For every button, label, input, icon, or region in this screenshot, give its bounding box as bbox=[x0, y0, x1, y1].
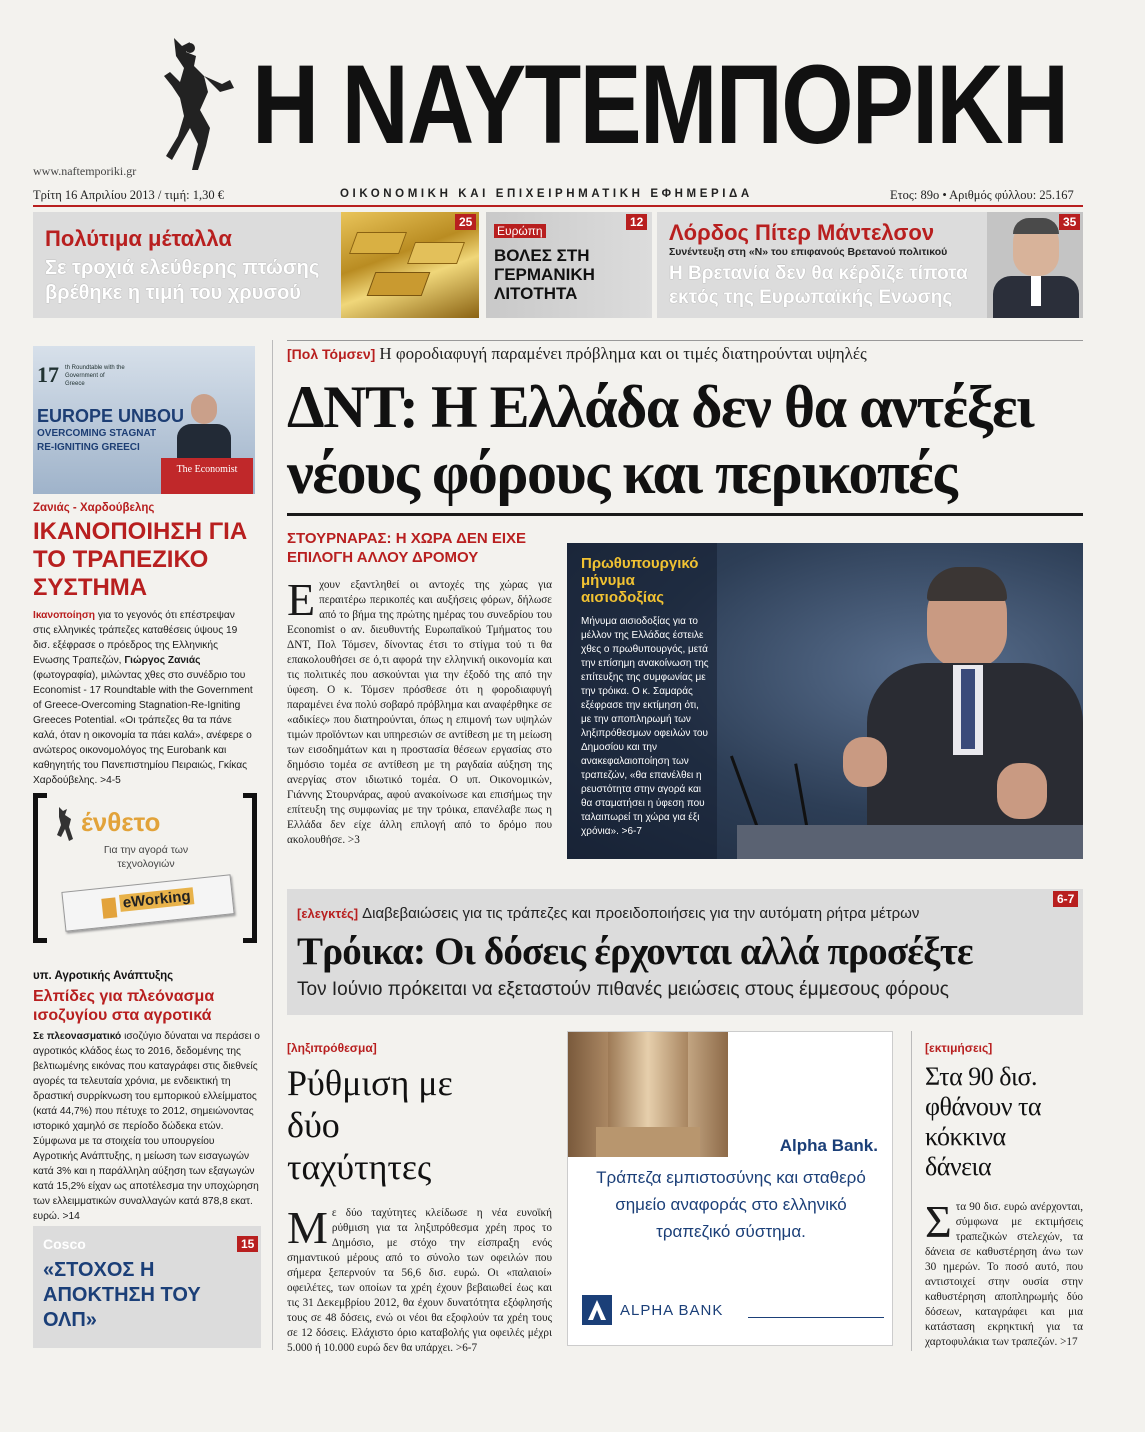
lead-kicker bbox=[287, 344, 1083, 364]
cosco-text: «ΣΤΟΧΟΣ Η ΑΠΟΚΤΗΣΗ ΤΟΥ ΟΛΠ» bbox=[43, 1259, 201, 1331]
troika-kicker-tag: [ελεγκτές] bbox=[297, 906, 359, 921]
lead-headline-1: ΔΝΤ: Η Ελλάδα δεν θα αντέξει bbox=[287, 374, 1034, 440]
column-divider-left bbox=[272, 340, 273, 1350]
website-link[interactable]: www.naftemporiki.gr bbox=[33, 164, 137, 178]
lead-headline-2: νέους φόρους και περικοπές bbox=[287, 440, 957, 506]
bracket-right bbox=[243, 793, 257, 943]
entheto-box[interactable] bbox=[33, 793, 261, 945]
banks-text-b: (φωτογραφία), μιλώντας χθες στο συνέδριο του Economist - 17 Roundtable with the Government of Greece-Overcoming Stagnation-Re-Igniting Greeces Potential. «Οι τράπεζες θα τα πάνε καλά, όταν η οικονομία τα πάει καλά», ανέφερε ο ανώτερος οικονομολόγος της Eurobank και καθηγητής του Πανεπιστημίου Πειραιώς, Γκίκας Χαρδούβελης. >4-5 bbox=[33, 670, 253, 786]
conf-line2: OVERCOMING STAGNAT bbox=[37, 428, 157, 439]
arrears-dropcap: Μ bbox=[287, 1202, 328, 1253]
photo-box-text: Μήνυμα αισιοδοξίας για το μέλλον της Ελλάδας έστειλε χθες ο πρωθυπουργός, μετά την επίσημη ανακοίνωση της επίτευξης της συμφωνίας με την τρόικα. Ο κ. Σαμαράς εξέφρασε την εκτίμηση ότι, με την αποπληρωμή των ληξιπρόθεσμων οφειλών του Δημοσίου και την ανακεφαλαιοποίηση των τραπεζών, «θα επανέλθει η ρευστότητα στην αγορά και θα σταματήσει η ύφεση που ταλαιπωρεί τη χώρα για έξι χρόνια». >6-7 bbox=[581, 616, 709, 837]
troika-headline: Τρόικα: Οι δόσεις έρχονται αλλά προσέξτε bbox=[297, 930, 973, 973]
banks-text bbox=[33, 608, 255, 788]
arrears-kicker: [ληξιπρόθεσμα] bbox=[287, 1041, 377, 1055]
teaser-mandelson-text: Η Βρετανία δεν θα κέρδιζε τίποτα εκτός της Ευρωπαϊκής Ενωσης bbox=[669, 263, 968, 308]
eworking-magazine bbox=[61, 874, 234, 932]
alpha-bank-ad[interactable] bbox=[567, 1031, 893, 1346]
troika-kicker bbox=[297, 905, 919, 923]
banks-text-a: για το γεγονός ότι επέστρεψαν στις ελληνικές τράπεζες καταθέσεις ύψους 19 δισ. εξέφρασε ο πρόεδρος της Ελληνικής Ενωσης Τραπεζών, bbox=[33, 610, 238, 666]
lead-top-rule bbox=[287, 340, 1083, 341]
conf-line1: EUROPE UNBOU bbox=[37, 406, 185, 426]
teaser-metals[interactable] bbox=[33, 212, 479, 318]
bracket-left bbox=[33, 793, 47, 943]
lead-kicker-tag: [Πολ Τόμσεν] bbox=[287, 346, 376, 362]
arrears-headline: Ρύθμιση με δύο ταχύτητες bbox=[287, 1063, 453, 1187]
teaser-mandelson-subtitle: Συνέντευξη στη «Ν» του επιφανούς Βρετανού πολιτικού bbox=[669, 246, 948, 258]
teaser-metals-title: Πολύτιμα μέταλλα bbox=[45, 226, 232, 251]
entheto-title: ένθετο bbox=[81, 807, 161, 837]
podium-label: The Economist bbox=[176, 464, 238, 475]
hermes-small-icon bbox=[55, 805, 77, 845]
loans-dropcap: Σ bbox=[925, 1196, 952, 1247]
agri-title: Ελπίδες για πλεόνασμα ισοζυγίου στα αγροτικά bbox=[33, 988, 215, 1024]
samaras-figure bbox=[827, 553, 1083, 859]
masthead-title: Η ΝΑΥΤΕΜΠΟΡΙΚΗ bbox=[252, 42, 1068, 167]
cosco-page: 15 bbox=[237, 1236, 258, 1252]
teaser-mandelson-page: 35 bbox=[1059, 214, 1080, 230]
lead-kicker-text: Η φοροδιαφυγή παραμένει πρόβλημα και οι τιμές διατηρούνται υψηλές bbox=[379, 344, 867, 363]
lead-dropcap: Ε bbox=[287, 574, 316, 625]
lead-body-text: χουν εξαντληθεί οι αντοχές της χώρας για περαιτέρω περικοπές και αυξήσεις φόρων, δήλωσε από το βήμα της πρώτης ημέρας του συνεδρίου του Economist ο αν. διευθυντής Ευρωπαϊκού Τμήματος του ΔΝΤ, Πολ Τόμσεν, δίνοντας έτσι το στίγμα τού τι θα επακολουθήσει σε ό,τι αφορά την ελληνική οικονομία και τις πολιτικές που ασκούνται για την έξοδό της από την ύφεση. Ο κ. Τόμσεν πρόσθεσε ότι η φοροδιαφυγή παραμένει ένα πολύ σοβαρό πρόβλημα και αναφέρθηκε σε «αδικίες» που διατηρούνται, όπως η επιμονή των υψηλών τιμών προϊόντων και υπηρεσιών σε αντίθεση με τη μείωση των εισοδημάτων και η προστασία θέσεων εργασίας στο δημόσιο τομέα σε αντίθεση με τη ραγδαία αύξηση της ανεργίας στον ιδιωτικό τομέα. Ο υπ. Οικονομικών, Γιάννης Στουρνάρας, αφού ανακοίνωσε και επισήμως την επίτευξη της συμφωνίας με την τρόικα, επανέλαβε πως η Ελλάδα δεν είχε άλλη επιλογή από το δρόμο που ακολουθήσε. >3 bbox=[287, 579, 552, 846]
arrears-body bbox=[287, 1202, 552, 1356]
lead-mid-rule bbox=[287, 513, 1083, 516]
agri-text bbox=[33, 1029, 261, 1224]
arrears-body-text: ε δύο ταχύτητες κλείδωσε η νέα ευνοϊκή ρύθμιση για τα ληξιπρόθεσμα χρέη προς το Δημόσιο, με στόχο την είσπραξη ενός σημαντικού μέρους από το σύνολο των οφειλών που σήμερα ξεπερνούν τα 56,6 δισ. ευρώ. Οι «παλαιοί» οφειλέτες, των οποίων τα χρέη έχουν βεβαιωθεί έως και τις 31 Δεκεμβρίου 2012, θα έχουν δυνατότητα εξόφλησής τους σε 48 δόσεις, ενώ οι νέοι θα εξοφλούν τα χρέη τους σε 12 δόσεις. Ελάχιστο όριο καταβολής για οφειλές μέχρι 5.000 ή 10.000 ευρώ δεν θα υπάρχει. >6-7 bbox=[287, 1207, 552, 1354]
banks-lead-word: Ικανοποίηση bbox=[33, 610, 96, 621]
loans-body-text: τα 90 δισ. ευρώ ανέρχονται, σύμφωνα με εκτιμήσεις τραπεζικών στελεχών, τα δάνεια σε καθυστέρηση άνω των 30 ημερών. Το ποσό αυτό, που αντιστοιχεί στην ουσία στην καθυστέρηση αποπληρωμής δύο δόσεων, καταγράφει και μια κατάσταση εκρηκτική για τα χαρτοφυλάκια των τραπεζών. >17 bbox=[925, 1201, 1083, 1348]
loans-headline: Στα 90 δισ. φθάνουν τα κόκκινα δάνεια bbox=[925, 1062, 1042, 1181]
loans-kicker: [εκτιμήσεις] bbox=[925, 1041, 993, 1055]
tagline: ΟΙΚΟΝΟΜΙΚΗ ΚΑΙ ΕΠΙΧΕΙΡΗΜΑΤΙΚΗ ΕΦΗΜΕΡΙΔΑ bbox=[340, 188, 753, 200]
ad-logo-line bbox=[748, 1317, 884, 1318]
teaser-europe[interactable] bbox=[486, 212, 652, 318]
agri-lead-word: Σε πλεονασματικό bbox=[33, 1031, 122, 1042]
masthead bbox=[0, 0, 1145, 210]
cosco-label: Cosco bbox=[43, 1236, 86, 1252]
loans-body bbox=[925, 1196, 1083, 1350]
entheto-text: Για την αγορά των τεχνολογιών bbox=[103, 844, 189, 870]
banks-name: Γιώργος Ζανιάς bbox=[124, 655, 201, 666]
banks-label: Ζανιάς - Χαρδούβελης bbox=[33, 502, 155, 514]
issue-number: Ετος: 89ο • Αριθμός φύλλου: 25.167 bbox=[890, 188, 1074, 202]
date-price: Τρίτη 16 Απριλίου 2013 / τιμή: 1,30 € bbox=[33, 188, 224, 202]
teaser-europe-text: ΒΟΛΕΣ ΣΤΗ ΓΕΡΜΑΝΙΚΗ ΛΙΤΟΤΗΤΑ bbox=[494, 246, 595, 303]
teaser-metals-page: 25 bbox=[455, 214, 476, 230]
samaras-photo bbox=[567, 543, 1083, 859]
troika-subhead: Τον Ιούνιο πρόκειται να εξεταστούν πιθανές μειώσεις στους έμμεσους φόρους bbox=[297, 979, 949, 1000]
agri-label: υπ. Αγροτικής Ανάπτυξης bbox=[33, 970, 174, 982]
agri-body: ισοζύγιο δύναται να περάσει ο αγροτικός κλάδος έως το 2016, δεδομένης της βελτιωμένης εικόνας που καταγράφει στις διεθνείς αγορές τα τελευταία χρόνια, με ενδεικτική τη δραστική συρρίκνωση του εμπορικού ελλείμματος (κατά 44,7%) που πέτυχε το 2012, σημειώνοντας ιστορικό χαμηλό σε περίοδο δώδεκα ετών. Σύμφωνα με τα στοιχεία του υπουργείου Αγροτικής Ανάπτυξης, η μείωση των εισαγωγών κατά 3% και η παράλληλη αύξηση των εξαγωγών κατά 15,2% είχαν ως αποτέλεσμα την υποχώρηση των ελλειμματικών συναλλαγών κατά 878,8 εκατ. ευρώ. >14 bbox=[33, 1031, 260, 1222]
teaser-mandelson-title: Λόρδος Πίτερ Μάντελσον bbox=[669, 220, 935, 245]
alpha-bank-logo-icon bbox=[582, 1295, 612, 1325]
troika-box[interactable] bbox=[287, 889, 1083, 1015]
masthead-rule bbox=[33, 205, 1083, 207]
lead-subhead: ΣΤΟΥΡΝΑΡΑΣ: Η ΧΩΡΑ ΔΕΝ ΕΙΧΕ ΕΠΙΛΟΓΗ ΑΛΛΟΥ ΔΡΟΜΟΥ bbox=[287, 530, 527, 566]
column-divider-right bbox=[911, 1031, 912, 1351]
teaser-mandelson[interactable] bbox=[657, 212, 1083, 318]
ad-text: Τράπεζα εμπιστοσύνης και σταθερό σημείο αναφοράς στο ελληνικό τραπεζικό σύστημα. bbox=[596, 1168, 866, 1241]
cosco-box[interactable] bbox=[33, 1226, 261, 1348]
conf-number: 17 bbox=[37, 362, 59, 387]
ad-brand: Alpha Bank. bbox=[779, 1136, 878, 1155]
troika-kicker-text: Διαβεβαιώσεις για τις τράπεζες και προειδοποιήσεις για την αυτόματη ρήτρα μέτρων bbox=[362, 905, 920, 922]
troika-page: 6-7 bbox=[1053, 891, 1078, 907]
conference-photo bbox=[33, 346, 255, 494]
lectern bbox=[737, 825, 1083, 859]
conf-small: th Roundtable with the Government of Greece bbox=[65, 365, 125, 387]
hermes-figure-icon bbox=[160, 32, 240, 177]
photo-box-title: Πρωθυπουργικό μήνυμα αισιοδοξίας bbox=[581, 555, 699, 606]
lead-body bbox=[287, 574, 552, 848]
teaser-europe-label: Ευρώπη bbox=[494, 224, 546, 238]
conf-line3: RE-IGNITING GREECI bbox=[37, 442, 140, 453]
banks-title: ΙΚΑΝΟΠΟΙΗΣΗ ΓΙΑ ΤΟ ΤΡΑΠΕΖΙΚΟ ΣΥΣΤΗΜΑ bbox=[33, 518, 248, 601]
teaser-metals-text: Σε τροχιά ελεύθερης πτώσης βρέθηκε η τιμή του χρυσού bbox=[45, 257, 320, 304]
eworking-label: eWorking bbox=[119, 887, 194, 912]
ad-logo-text: ALPHA BANK bbox=[620, 1302, 724, 1319]
ad-column-image bbox=[568, 1032, 728, 1157]
teaser-europe-page: 12 bbox=[626, 214, 647, 230]
